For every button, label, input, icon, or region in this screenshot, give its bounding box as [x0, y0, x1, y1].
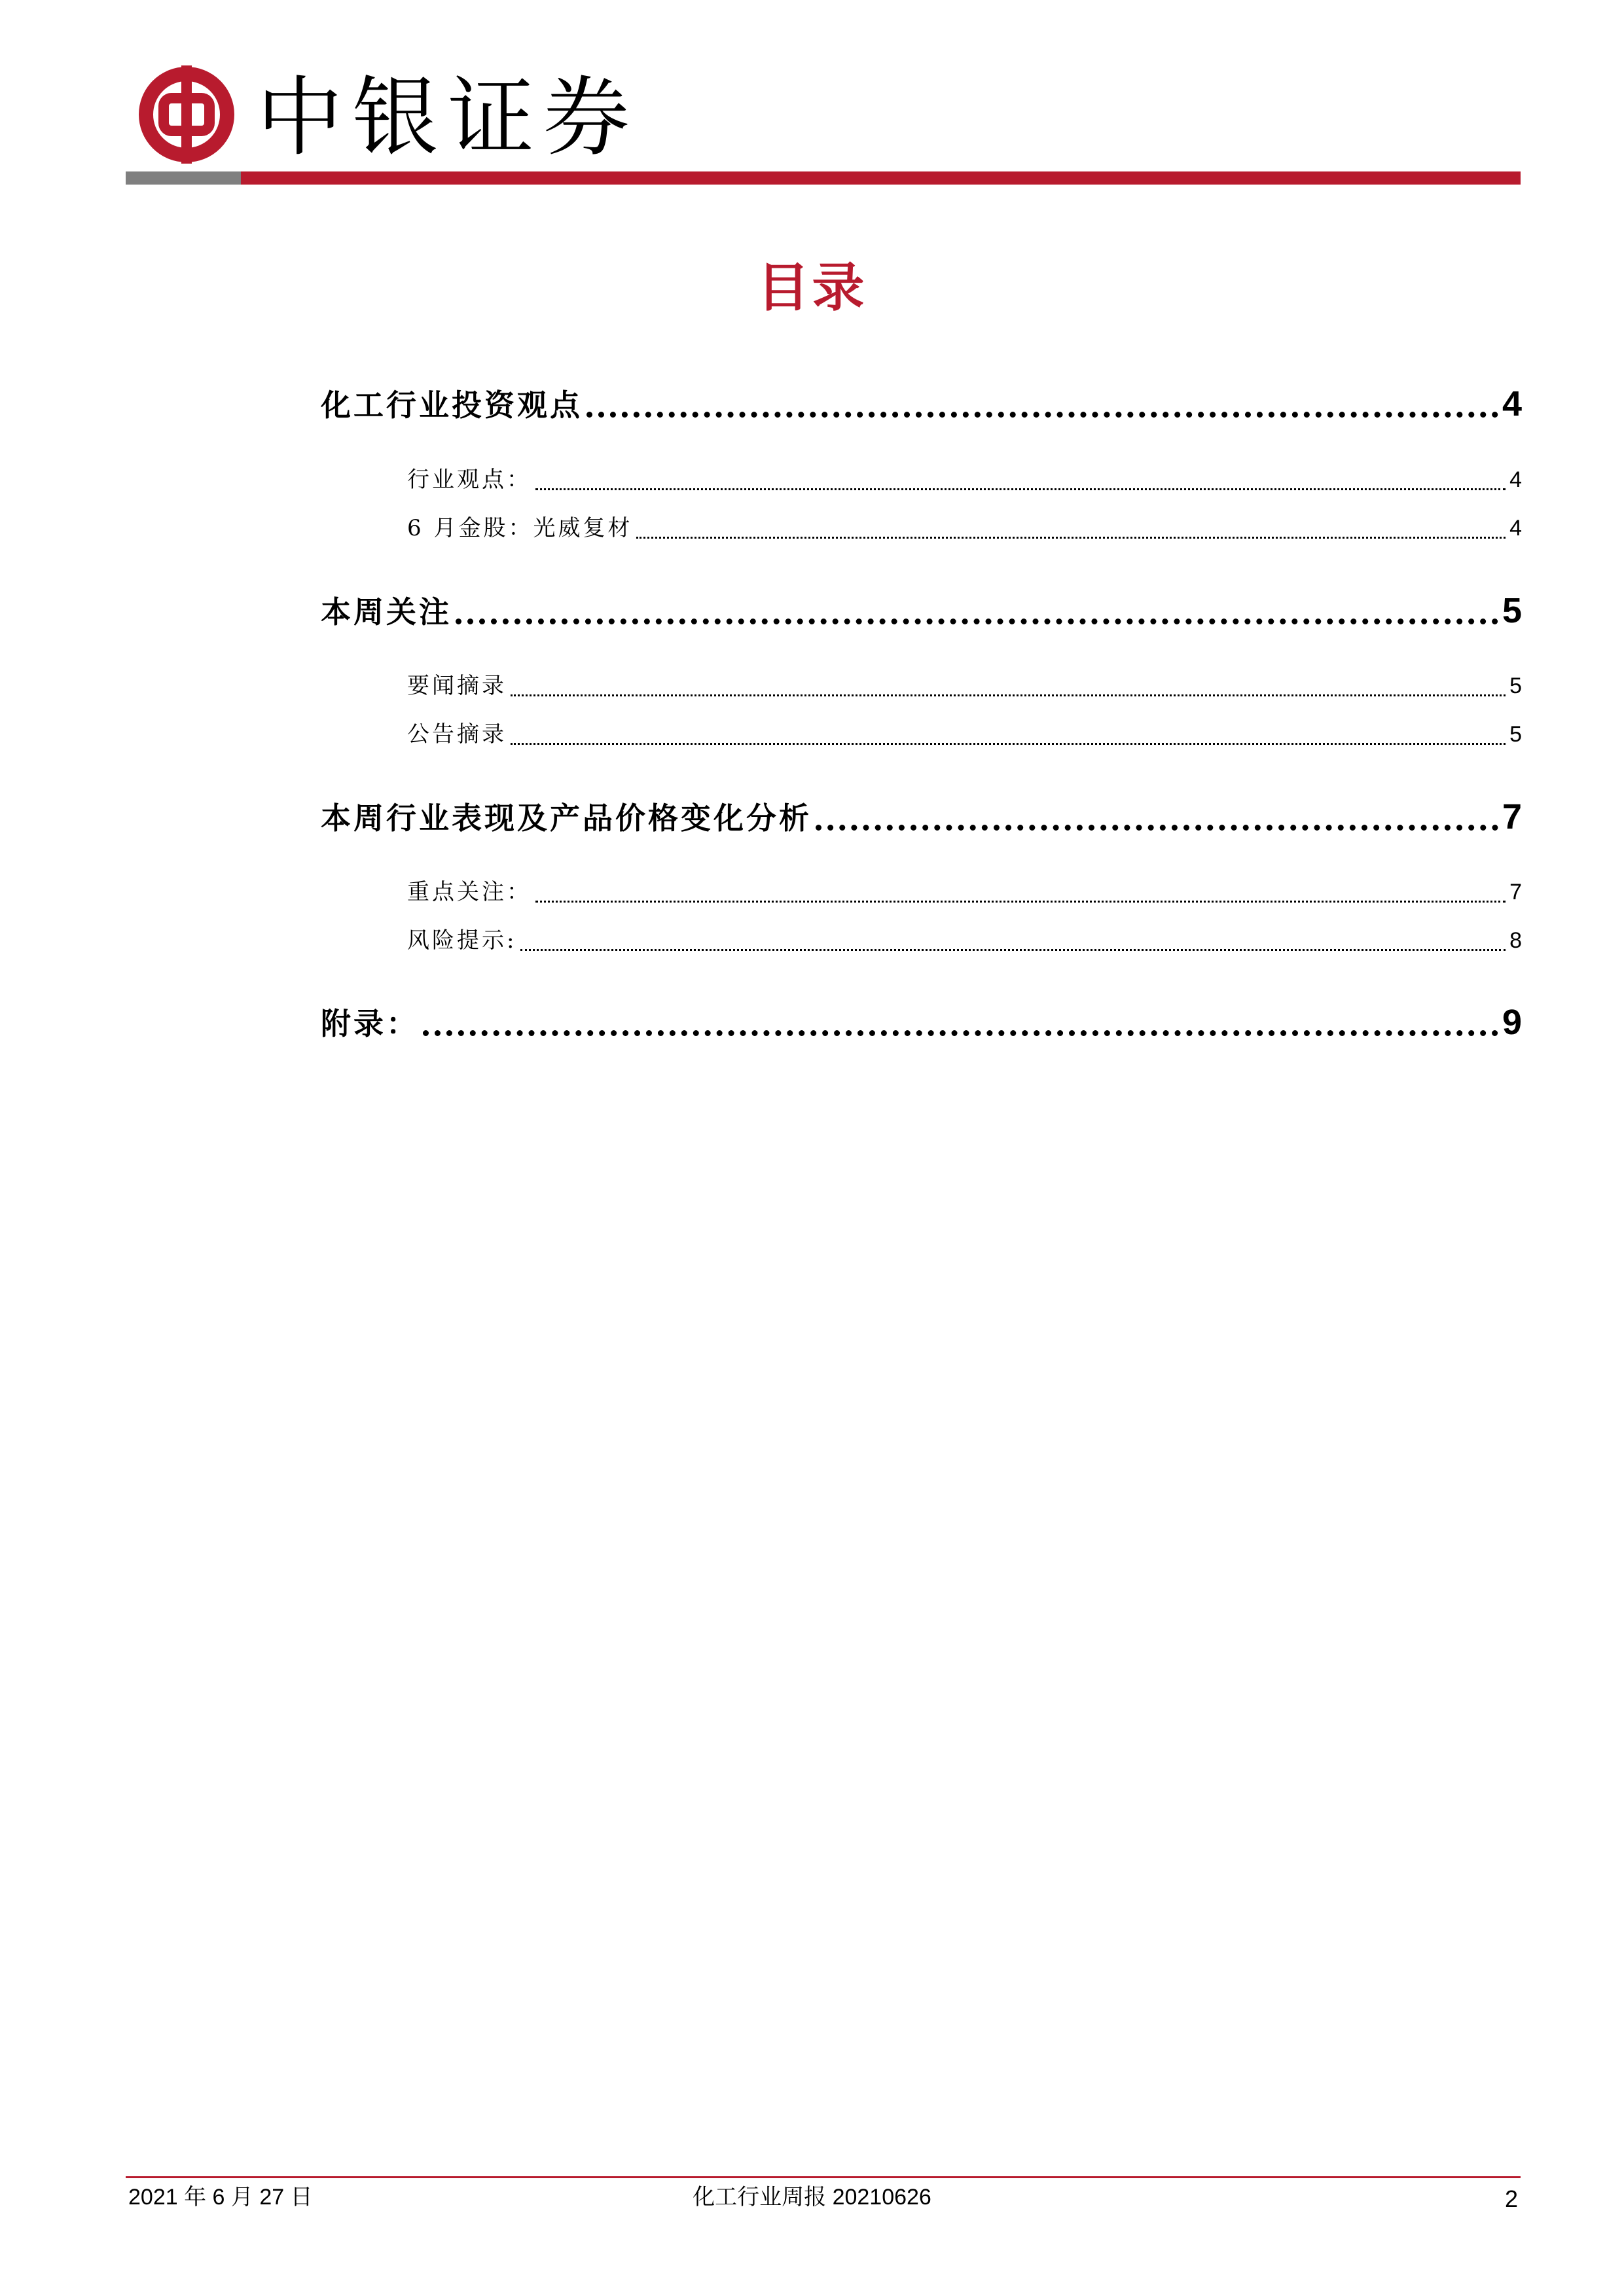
toc-entry[interactable]: [407, 461, 1522, 498]
toc-entry[interactable]: [321, 794, 1522, 841]
footer-date: 2021 年 6 月 27 日: [128, 2185, 313, 2210]
toc-entry[interactable]: [407, 510, 1522, 547]
toc-entry[interactable]: [321, 588, 1522, 635]
toc-entry-page: 4: [1502, 384, 1522, 423]
toc-entry-label: 要闻摘录: [407, 673, 507, 699]
dot-leader: [586, 412, 1498, 418]
toc-entry-label: 本周关注: [321, 594, 452, 630]
dot-leader: [535, 488, 1506, 490]
toc-entry-page: 7: [1502, 797, 1522, 836]
dot-leader: [520, 949, 1506, 951]
toc-entry[interactable]: [407, 668, 1522, 704]
toc-entry[interactable]: [407, 716, 1522, 753]
toc-entry-page: 4: [1509, 467, 1522, 492]
dot-leader: [511, 694, 1506, 696]
dot-leader: [423, 1030, 1498, 1036]
toc-entry-page: 5: [1502, 591, 1522, 630]
toc-entry[interactable]: [407, 874, 1522, 910]
toc-entry-page: 4: [1509, 516, 1522, 541]
toc-entry-page: 5: [1509, 722, 1522, 747]
toc-entry-page: 9: [1502, 1003, 1522, 1042]
toc-entry-label: 重点关注：: [407, 879, 532, 905]
toc-title: 目录: [757, 257, 867, 318]
footer-rule: [126, 2176, 1521, 2178]
toc-entry-label: 6 月金股：光威复材: [407, 515, 633, 541]
toc-entry-page: 8: [1509, 928, 1522, 953]
dot-leader: [636, 537, 1506, 539]
table-of-contents: [0, 0, 1624, 1113]
toc-entry[interactable]: [321, 381, 1522, 428]
dot-leader: [816, 825, 1498, 831]
toc-entry[interactable]: [321, 999, 1522, 1047]
toc-entry-label: 附录：: [321, 1006, 419, 1041]
toc-entry-label: 行业观点：: [407, 467, 532, 493]
toc-entry-page: 7: [1509, 880, 1522, 905]
toc-entry-label: 本周行业表现及产品价格变化分析: [321, 800, 812, 836]
footer-report-title: 化工行业周报 20210626: [693, 2185, 931, 2210]
toc-entry-label: 化工行业投资观点: [321, 387, 583, 423]
dot-leader: [456, 619, 1498, 624]
dot-leader: [511, 743, 1506, 745]
toc-entry[interactable]: [407, 922, 1522, 959]
brand-name: 中银证券: [257, 67, 639, 168]
toc-entry-label: 风险提示:: [407, 927, 517, 954]
footer-page-number: 2: [1504, 2185, 1518, 2212]
toc-entry-page: 5: [1509, 673, 1522, 698]
dot-leader: [535, 901, 1506, 903]
toc-entry-label: 公告摘录: [407, 721, 507, 747]
